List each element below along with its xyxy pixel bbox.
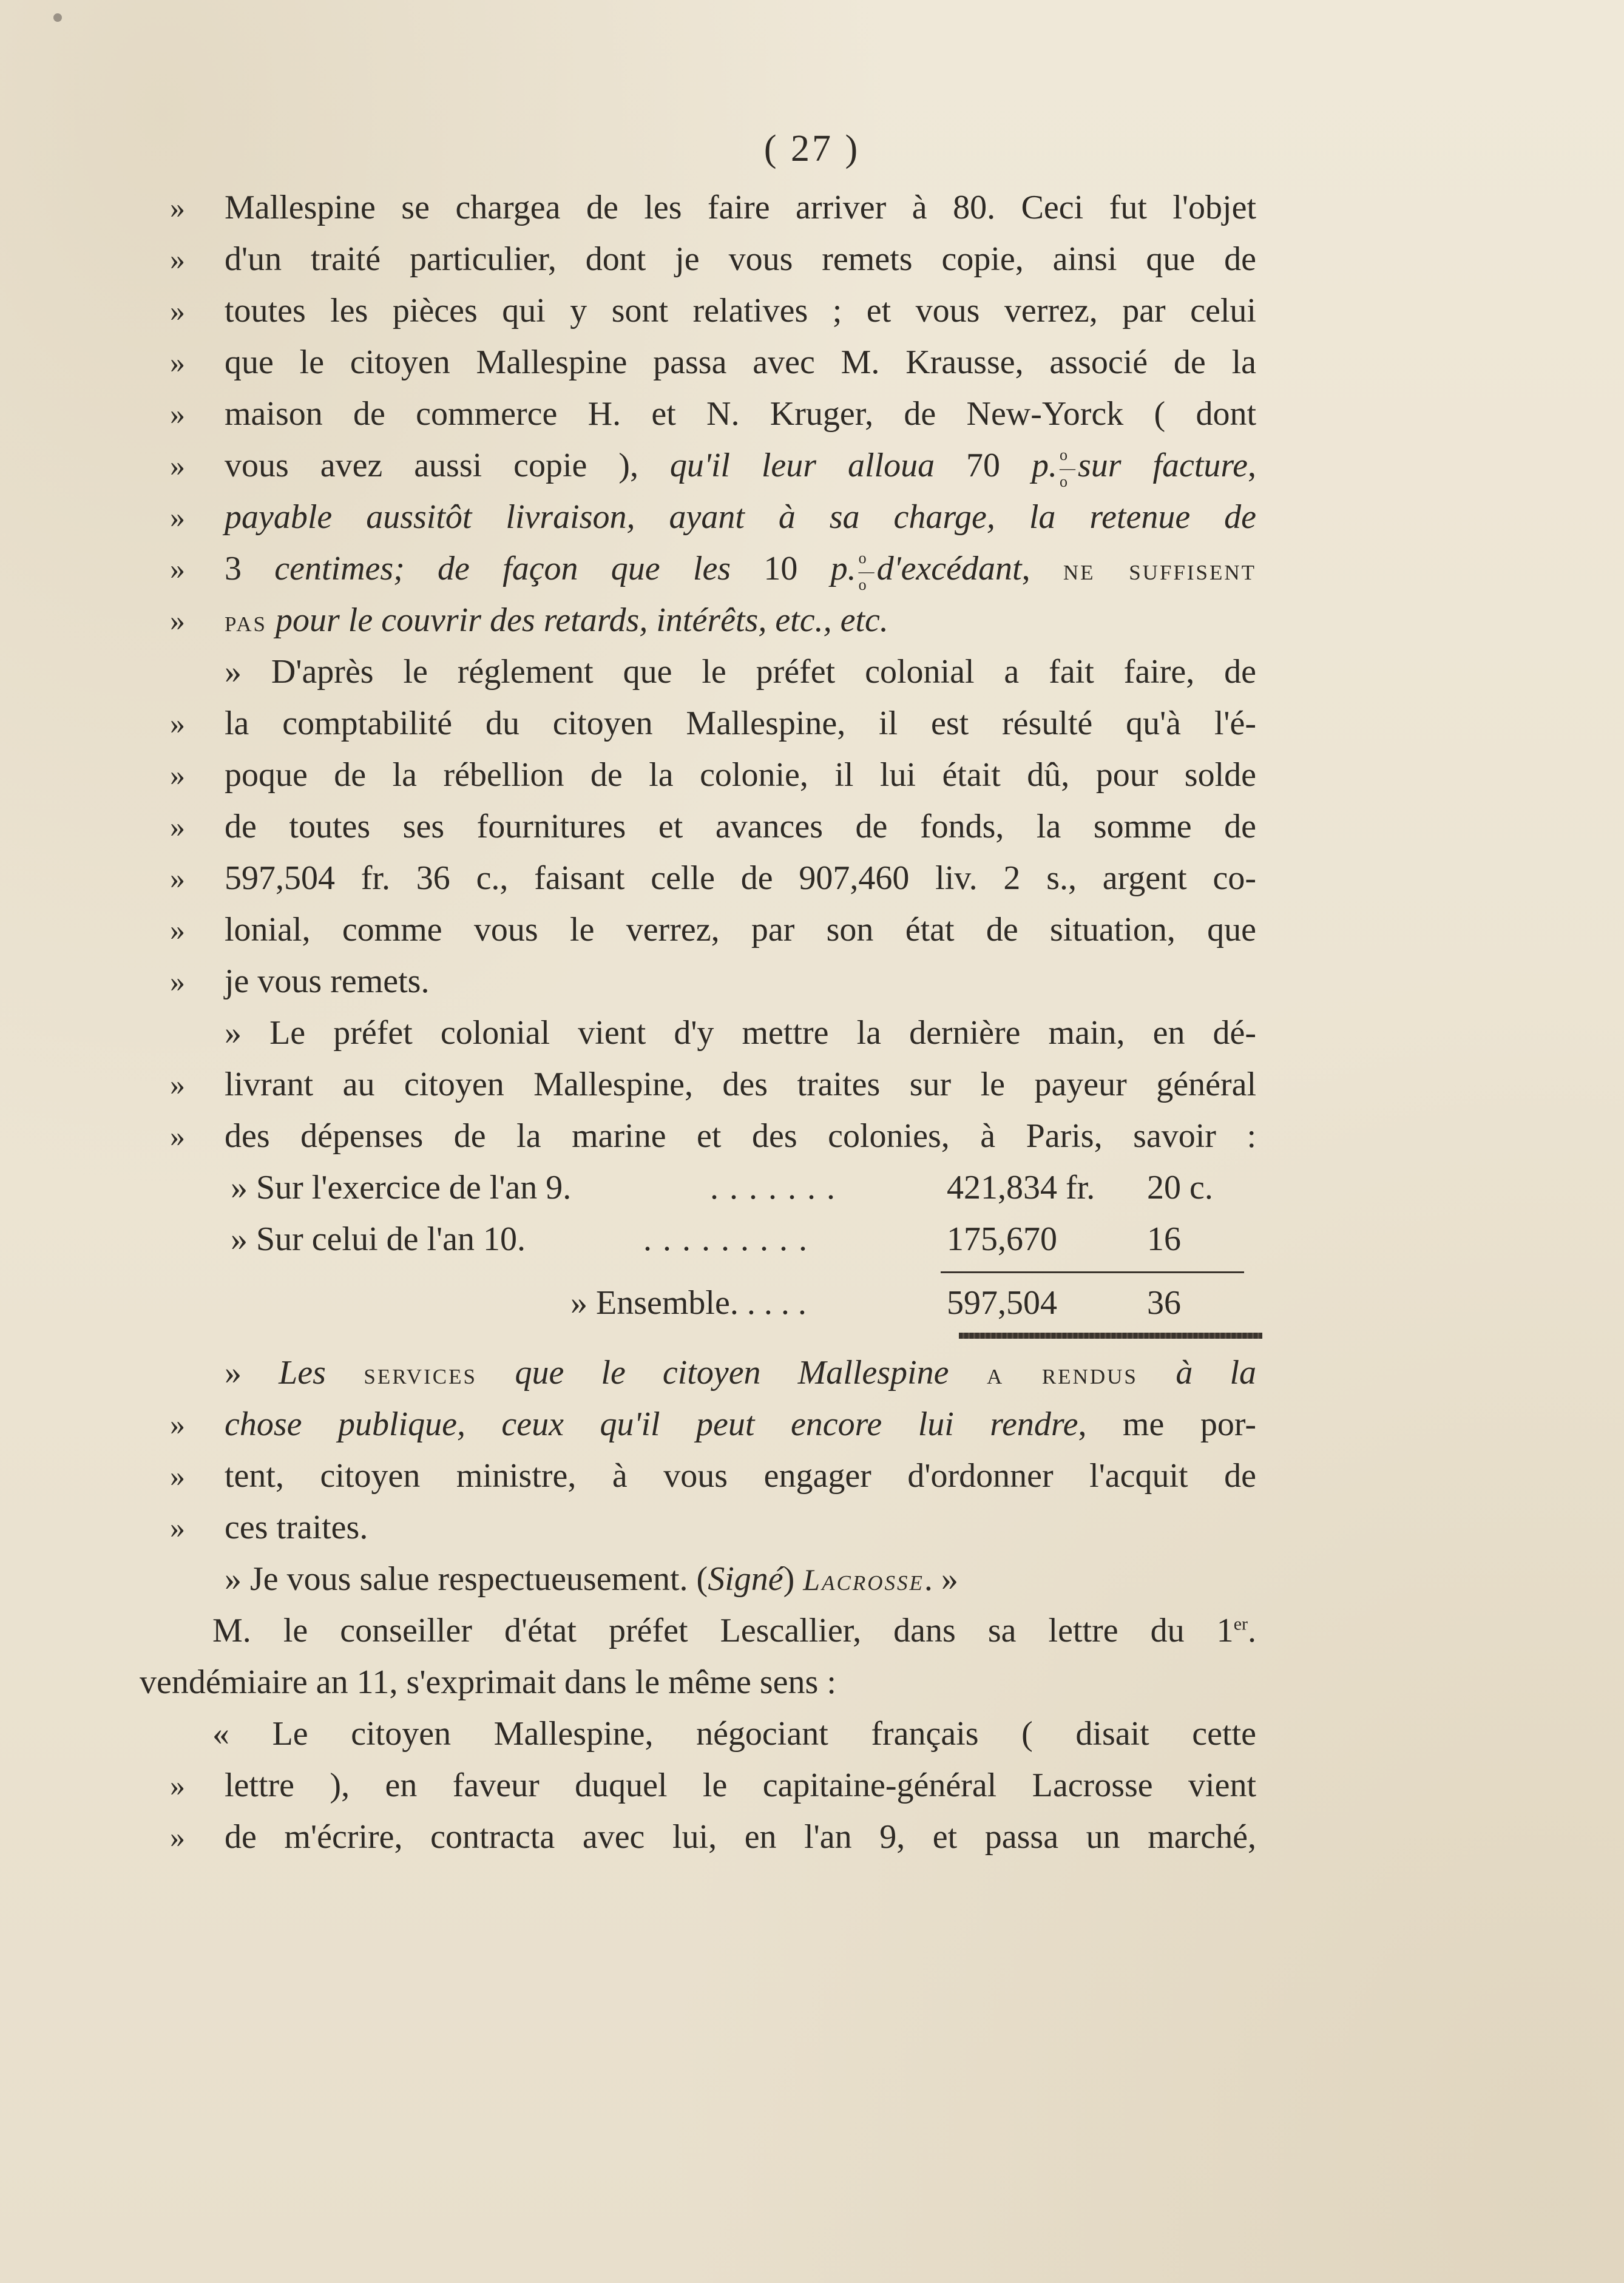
text-line: [170, 234, 1256, 285]
guillemet: »: [170, 1510, 185, 1544]
guillemet: »: [170, 706, 185, 740]
italic-span: à la: [1176, 1354, 1257, 1392]
text-span: , me por-: [1078, 1405, 1257, 1443]
text-span: Sur l'exercice de l'an 9.: [256, 1169, 572, 1206]
text-line: [170, 801, 1256, 853]
italic-span: que le citoyen Mallespine: [515, 1354, 949, 1392]
line-content: livrant au citoyen Mallespine, des traites sur le payeur général: [225, 1066, 1256, 1103]
line-content: de m'écrire, contracta avec lui, en l'an 9, et passa un marché,: [225, 1818, 1256, 1856]
table-rule-container: [182, 1329, 1256, 1347]
text-line: [170, 1450, 1256, 1502]
page-number: ( 27 ): [763, 128, 861, 169]
line-content: des dépenses de la marine et des colonies, à Paris, savoir :: [225, 1117, 1256, 1155]
line-content: poque de la rébellion de la colonie, il lui était dû, pour solde: [225, 756, 1256, 794]
table-cents: 20 c.: [1147, 1169, 1213, 1206]
line-content: [182, 1399, 1256, 1450]
guillemet: »: [231, 1220, 248, 1258]
per-cent-fraction: [858, 549, 875, 594]
italic-span: pour le couvrir des retards, intérêts, etc., etc.: [267, 601, 888, 639]
table-leader-dots: .........: [643, 1220, 818, 1258]
line-content: [182, 492, 1256, 543]
line-content: Mallespine se chargea de les faire arriver à 80. Ceci fut l'objet: [225, 189, 1256, 226]
guillemet: »: [170, 1119, 185, 1153]
text-line: [170, 543, 1257, 595]
text-span: 70: [935, 447, 1032, 484]
line-content: lettre ), en faveur duquel le capitaine-général Lacrosse vient: [225, 1767, 1256, 1804]
text-span: ,: [1248, 447, 1256, 484]
table-total-cents: 36: [1147, 1284, 1181, 1322]
text-span: .: [1248, 1612, 1256, 1649]
italic-span: sur facture: [1077, 447, 1248, 484]
text-line: [182, 1554, 1256, 1605]
line-content: [182, 543, 1256, 595]
line-content: [182, 1554, 1256, 1606]
italic-span: d'excédant: [876, 550, 1022, 587]
text-line: [182, 1347, 1256, 1399]
italic-span: Les: [279, 1354, 326, 1392]
text-span: ,: [1021, 550, 1063, 587]
text-line: [170, 1111, 1256, 1162]
guillemet: »: [170, 964, 185, 998]
guillemet: »: [170, 448, 185, 482]
text-line: [170, 1502, 1256, 1554]
guillemet: »: [170, 810, 185, 844]
guillemet: »: [170, 913, 185, 947]
guillemet: »: [170, 191, 185, 225]
text-span: D'après le réglement que le préfet colonial a fait faire, de: [271, 653, 1257, 691]
line-content: de toutes ses fournitures et avances de fonds, la somme de: [225, 808, 1256, 845]
text-line: [170, 285, 1256, 337]
text-line: [170, 749, 1256, 801]
text-span: ): [783, 1560, 804, 1598]
line-content: lonial, comme vous le verrez, par son état de situation, que: [225, 911, 1256, 949]
guillemet: »: [225, 1354, 242, 1392]
guillemet: »: [170, 500, 185, 534]
guillemet: »: [570, 1284, 587, 1322]
text-line: [170, 595, 1256, 646]
line-content: « Le citoyen Mallespine, négociant français ( disait cette: [212, 1715, 1256, 1753]
table-double-rule: [959, 1333, 1262, 1339]
line-content: la comptabilité du citoyen Mallespine, il est résulté qu'à l'é-: [225, 705, 1256, 742]
text-span: Sur celui de l'an 10.: [256, 1220, 526, 1258]
guillemet: »: [225, 1014, 242, 1052]
text-span: M. le conseiller d'état préfet Lescallier, dans sa lettre du 1: [212, 1612, 1234, 1649]
text-line: [170, 956, 1256, 1007]
line-content: [140, 1605, 1256, 1657]
text-span: vous avez aussi copie ),: [225, 447, 670, 484]
guillemet: »: [170, 345, 185, 379]
text-line: [170, 388, 1256, 440]
body-text: [140, 182, 1257, 1863]
fraction-bottom: o: [1059, 473, 1067, 491]
line-content: tent, citoyen ministre, à vous engager d'ordonner l'acquit de: [225, 1457, 1256, 1495]
text-line: [140, 1605, 1256, 1657]
table-amount: 421,834 fr.: [947, 1169, 1095, 1206]
text-span: Ensemble. . . . .: [596, 1284, 807, 1322]
guillemet: »: [231, 1169, 248, 1206]
table-leader-dots: .......: [710, 1169, 846, 1206]
table-rule-container: [182, 1265, 1256, 1277]
text-line: [182, 1708, 1256, 1760]
table-row: [182, 1162, 1256, 1214]
text-line: [170, 337, 1256, 388]
guillemet: »: [170, 1067, 185, 1101]
line-content: [182, 595, 1256, 647]
text-line: [170, 1399, 1257, 1450]
table-cents: 16: [1147, 1220, 1181, 1258]
text-line: [170, 1059, 1256, 1111]
italic-span: p.: [1031, 447, 1057, 484]
italic-span: qu'il leur alloua: [669, 447, 935, 484]
table-total-row: [182, 1277, 1256, 1329]
fraction-top: o: [858, 549, 867, 567]
text-span: Je vous salue respectueusement. (: [250, 1560, 708, 1598]
italic-span: Signé: [708, 1560, 783, 1598]
line-content: maison de commerce H. et N. Kruger, de New-Yorck ( dont: [225, 395, 1256, 433]
text-line: [140, 1657, 1256, 1708]
text-line: [170, 440, 1256, 492]
table-label: [231, 1162, 571, 1214]
guillemet: »: [170, 603, 185, 637]
guillemet: »: [170, 242, 185, 276]
paper-speck: [53, 13, 62, 22]
line-content: toutes les pièces qui y sont relatives ; et vous verrez, par celui: [225, 292, 1256, 330]
line-content: [182, 1007, 1256, 1059]
table-row: [182, 1214, 1256, 1265]
superscript: er: [1233, 1614, 1248, 1634]
small-caps-span: ne suffisent: [1063, 552, 1257, 586]
text-line: [182, 1007, 1256, 1059]
line-content: [182, 440, 1256, 492]
text-line: [170, 1760, 1256, 1811]
text-span: . »: [924, 1560, 958, 1598]
line-content: 597,504 fr. 36 c., faisant celle de 907,460 liv. 2 s., argent co-: [225, 859, 1256, 897]
guillemet: »: [170, 397, 185, 431]
line-content: [182, 1347, 1256, 1399]
italic-span: payable aussitôt livraison, ayant à sa charge, la retenue de: [225, 498, 1256, 536]
guillemet: »: [170, 552, 185, 586]
fraction-top: o: [1059, 446, 1067, 464]
table-label: [231, 1214, 526, 1265]
text-line: [170, 904, 1256, 956]
fraction-bottom: o: [858, 576, 867, 594]
guillemet: »: [170, 1459, 185, 1493]
fraction-bar: —: [858, 563, 875, 581]
text-span: 10: [731, 550, 831, 587]
text-span: Le préfet colonial vient d'y mettre la dernière main, en dé-: [269, 1014, 1257, 1052]
small-caps-span: pas: [225, 604, 267, 638]
italic-span: p.: [830, 550, 856, 587]
guillemet: »: [170, 294, 185, 328]
small-caps-span: a rendus: [949, 1356, 1176, 1390]
signature-name: Lacrosse: [803, 1563, 924, 1597]
guillemet: »: [170, 861, 185, 895]
table-total-amount: 597,504: [947, 1284, 1057, 1322]
line-content: ces traites.: [225, 1509, 368, 1546]
table-sum-rule: [941, 1271, 1244, 1273]
italic-span: centimes; de façon que les: [274, 550, 731, 587]
line-content: vendémiaire an 11, s'exprimait dans le même sens :: [140, 1663, 836, 1701]
text-line: [182, 646, 1256, 698]
text-line: [170, 853, 1256, 904]
guillemet: »: [225, 1560, 242, 1598]
line-content: [182, 646, 1256, 698]
text-line: [170, 1811, 1256, 1863]
line-content: que le citoyen Mallespine passa avec M. Krausse, associé de la: [225, 343, 1256, 381]
line-content: je vous remets.: [225, 962, 430, 1000]
small-caps-span: services: [325, 1356, 515, 1390]
guillemet: »: [170, 1820, 185, 1854]
guillemet: »: [170, 758, 185, 792]
table-amount: 175,670: [947, 1220, 1057, 1258]
italic-span: chose publique, ceux qu'il peut encore lui rendre: [225, 1405, 1078, 1443]
text-span: 3: [225, 550, 275, 587]
guillemet: »: [170, 1768, 185, 1802]
guillemet: »: [170, 1407, 185, 1441]
per-cent-fraction: [1060, 448, 1075, 489]
line-content: d'un traité particulier, dont je vous remets copie, ainsi que de: [225, 240, 1256, 278]
table-total-label: [570, 1277, 807, 1329]
fraction-bar: —: [1059, 459, 1075, 478]
text-line: [170, 492, 1256, 543]
text-line: [170, 698, 1256, 749]
text-line: [170, 182, 1256, 234]
guillemet: »: [225, 653, 242, 691]
